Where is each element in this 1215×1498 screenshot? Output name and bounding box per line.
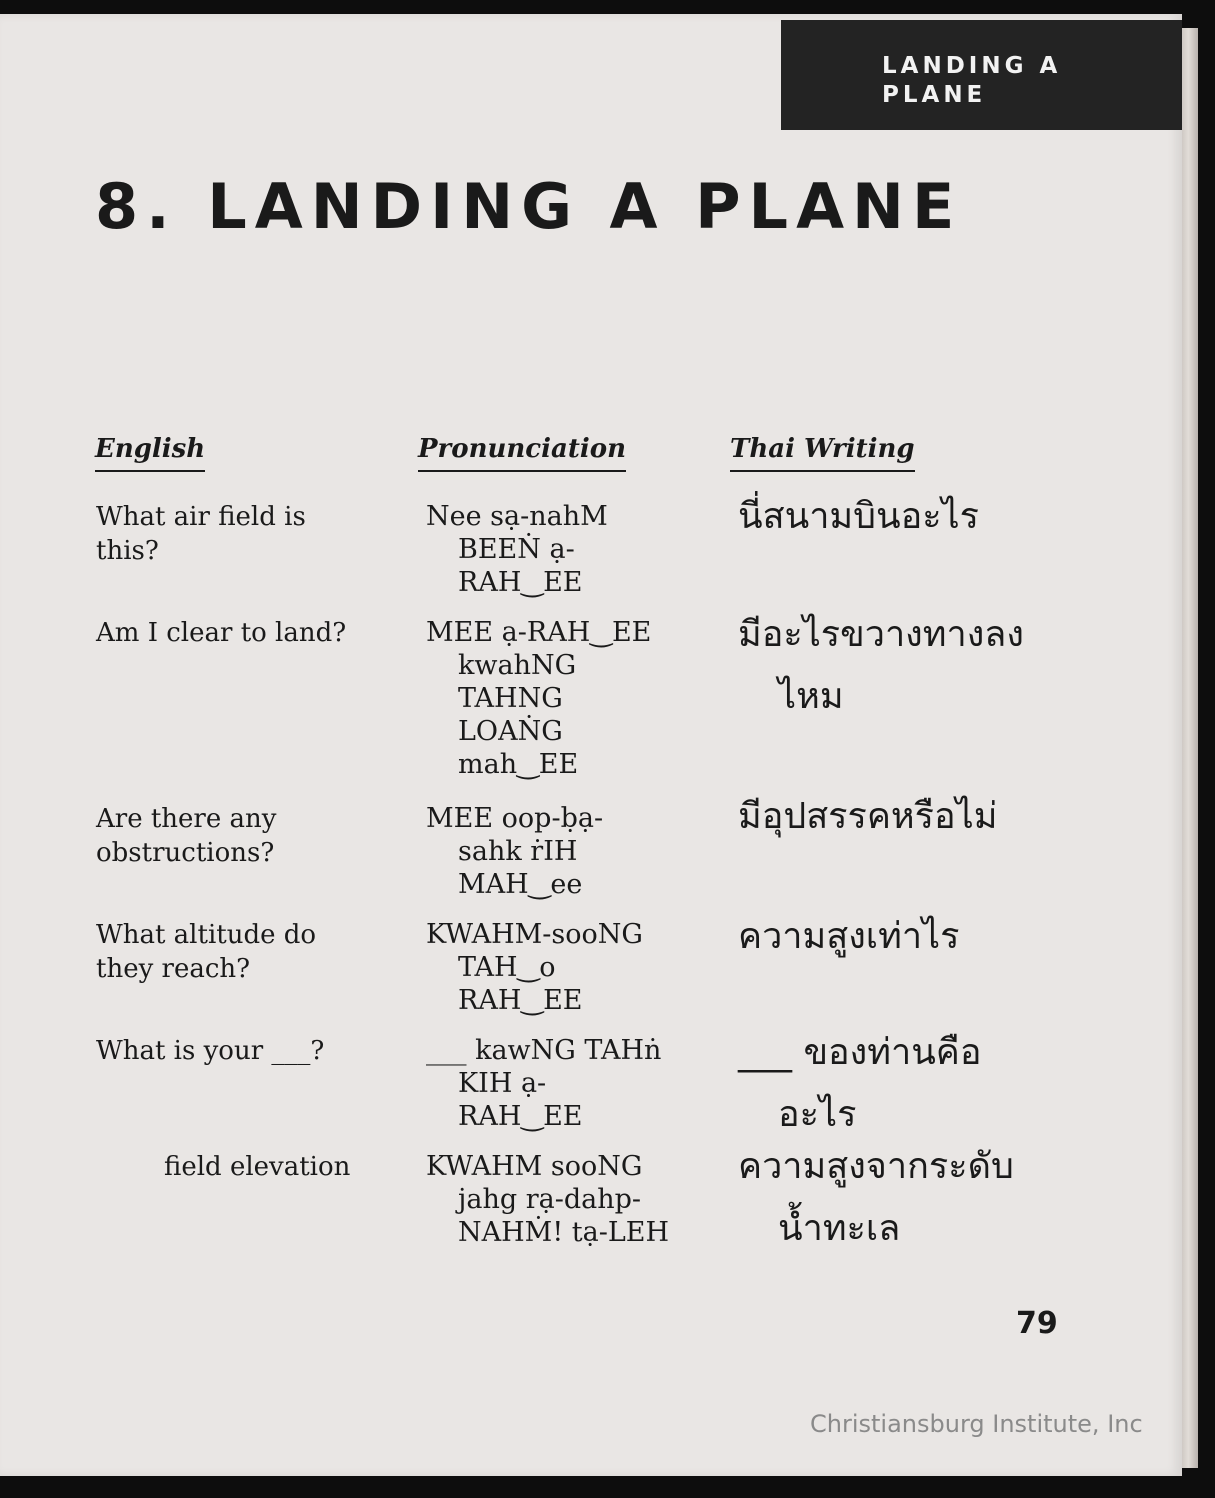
english-phrase: field elevation — [164, 1152, 351, 1182]
thai-writing — [738, 906, 1068, 968]
pronunciation-line: Nee sạ-nahM — [426, 501, 608, 532]
pronunciation-line: mah‿EE — [458, 749, 579, 780]
thai-line: มีอะไรขวางทางลง — [738, 614, 1024, 655]
pronunciation-line: jahg rạ-dahp- — [458, 1184, 642, 1215]
english-phrase: What is your ___? — [96, 1036, 325, 1066]
thai-line: ความสูงจากระดับ — [738, 1146, 1014, 1187]
pronunciation-line: NAHṀ! tạ-LEH — [458, 1217, 670, 1248]
english-phrase: Am I clear to land? — [96, 618, 347, 648]
book-page — [0, 14, 1182, 1476]
page-number: 79 — [1016, 1306, 1058, 1341]
pronunciation-line: RAH‿EE — [458, 985, 583, 1016]
english-phrase: What air field is this? — [96, 502, 306, 566]
thai-writing — [738, 604, 1068, 728]
column-header-english: English — [95, 434, 205, 472]
pronunciation-line: LOAṄG — [458, 716, 563, 747]
pronunciation-line: sahk ṙIH — [458, 836, 578, 867]
pronunciation-line: KWAHM sooNG — [426, 1151, 643, 1182]
column-header-thai: Thai Writing — [730, 434, 915, 472]
pronunciation-line: kwahNG — [458, 650, 577, 681]
watermark: Christiansburg Institute, Inc — [810, 1410, 1143, 1438]
pronunciation-line: TAH‿o — [458, 952, 556, 983]
pronunciation — [426, 802, 736, 901]
pronunciation-line: RAH‿EE — [458, 567, 583, 598]
pronunciation-line: MEE oop-ḅạ- — [426, 803, 604, 834]
pronunciation — [426, 918, 736, 1017]
section-tab — [781, 20, 1182, 130]
pronunciation-line: TAHNG — [458, 683, 563, 714]
thai-line: อะไร — [778, 1094, 857, 1135]
section-tab-line2: PLANE — [882, 82, 987, 108]
section-tab-line1: LANDING A — [882, 53, 1062, 79]
page-edge — [1182, 28, 1198, 1468]
pronunciation — [426, 1150, 736, 1249]
thai-writing — [738, 1136, 1068, 1260]
thai-line: ___ ของท่านคือ — [738, 1032, 982, 1073]
pronunciation-line: MAH‿ee — [458, 869, 583, 900]
thai-writing — [738, 786, 1068, 848]
pronunciation-line: MEE ạ-RAH‿EE — [426, 617, 652, 648]
pronunciation-line: KWAHM-sooNG — [426, 919, 643, 950]
thai-line: ไหม — [778, 676, 844, 717]
english-phrase: What altitude do they reach? — [96, 920, 317, 984]
thai-line: ความสูงเท่าไร — [738, 916, 960, 957]
pronunciation-line: KIH ạ- — [458, 1068, 547, 1099]
thai-writing — [738, 1022, 1068, 1146]
pronunciation-line: BEEṄ ạ- — [458, 534, 575, 565]
column-header-pronunciation: Pronunciation — [418, 434, 626, 472]
pronunciation — [426, 1034, 736, 1133]
thai-line: น้ำทะเล — [778, 1208, 901, 1249]
thai-line: มีอุปสรรคหรือไม่ — [738, 796, 998, 837]
thai-writing — [738, 486, 1068, 548]
thai-line: นี่สนามบินอะไร — [738, 496, 979, 537]
pronunciation — [426, 500, 736, 599]
page-title: 8. LANDING A PLANE — [95, 170, 963, 243]
english-phrase: Are there any obstructions? — [96, 804, 277, 868]
pronunciation-line: RAH‿EE — [458, 1101, 583, 1132]
pronunciation-line: ___ kawNG TAHṅ — [426, 1035, 662, 1066]
pronunciation — [426, 616, 736, 781]
